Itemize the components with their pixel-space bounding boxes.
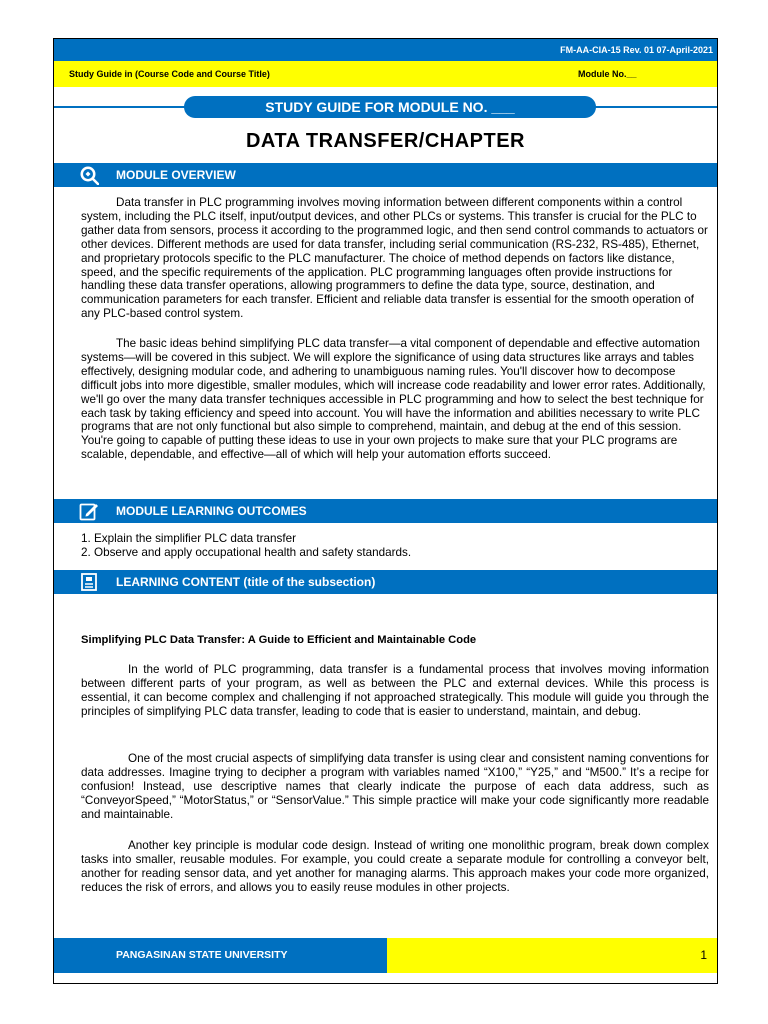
section-title-overview: MODULE OVERVIEW (116, 168, 236, 182)
overview-paragraph: Data transfer in PLC programming involves moving information between different components within a control system, including the PLC itself, input/output devices, and other PLCs or systems. This transfer is crucial for the PLC to gather data from sensors, process it according to the programmed logic, and then send control commands to actuators or other devices. Different methods are used for data transfer, including serial communication (RS-232, RS-485), Ethernet, and proprietary protocols specific to the PLC manufacturer. The choice of method depends on factors like distance, speed, and the specific requirements of the application. PLC programming languages often provide instructions for handling these data transfer operations, allowing programmers to define the data type, source, destination, and communication parameters for each transfer. Efficient and reliable data transfer is essential for the smooth operation of any PLC-based control system. (81, 196, 708, 321)
chapter-title: DATA TRANSFER/CHAPTER (245, 130, 525, 152)
page-number: 1 (700, 948, 707, 962)
section-bar-content (54, 570, 717, 594)
course-info-bar (54, 61, 717, 87)
module-number-label: Module No.__ (578, 69, 637, 79)
module-title-pill: STUDY GUIDE FOR MODULE NO. ___ (184, 96, 596, 118)
document-icon (79, 572, 99, 592)
content-paragraph: In the world of PLC programming, data transfer is a fundamental process that involves moving information between different parts of your program, as well as between the PLC and external devices. While this process is essential, it can become complex and challenging if not approached strategically. This module will guide you through the principles of simplifying PLC data transfer, leading to code that is easier to understand, maintain, and debug. (81, 663, 709, 718)
section-title-content: LEARNING CONTENT (title of the subsection) (116, 575, 376, 589)
overview-paragraph: The basic ideas behind simplifying PLC data transfer—a vital component of dependable and effective automation systems—will be covered in this subject. We will explore the significance of using data structures like arrays and tables effectively, designing modular code, and adhering to unambiguous naming rules. You'll discover how to decompose difficult jobs into more digestible, smaller modules, which will increase code readability and lower error rates. Additionally, we'll go over the many data transfer techniques accessible in PLC programming and how to select the best technique for each task by taking efficiency and speed into account. You will have the information and abilities necessary to write PLC programs that are not only functional but also simple to comprehend, maintain, and debug at the end of this session. You're going to capable of putting these ideas to use in your own projects to make sure that your PLC programs are scalable, dependable, and effective—all of which will help your automation efforts succeed. (81, 337, 706, 462)
form-code-bar (54, 39, 717, 61)
footer-page-bar (387, 938, 717, 973)
content-paragraph: Another key principle is modular code design. Instead of writing one monolithic program, break down complex tasks into smaller, reusable modules. For example, you could create a separate module for controlling a conveyor belt, another for reading sensor data, and yet another for managing alarms. This approach makes your code more organized, reduces the risk of errors, and allows you to easily reuse modules in other projects. (81, 839, 709, 894)
section-title-outcomes: MODULE LEARNING OUTCOMES (116, 504, 307, 518)
document-page (53, 38, 718, 984)
content-subtitle: Simplifying PLC Data Transfer: A Guide to Efficient and Maintainable Code (81, 634, 477, 646)
edit-icon (79, 501, 99, 521)
university-name: PANGASINAN STATE UNIVERSITY (116, 949, 288, 961)
content-paragraph: One of the most crucial aspects of simplifying data transfer is using clear and consistent naming conventions for data addresses. Imagine trying to decipher a program with variables named “X100,” “Y25,” and “M500.” It’s a recipe for confusion! Instead, use descriptive names that clearly indicate the purpose of each data address, such as “ConveyorSpeed,” “MotorStatus,” or “SensorValue.” This simple practice will make your code significantly more readable and maintainable. (81, 752, 709, 821)
study-guide-label: Study Guide in (Course Code and Course Title) (69, 69, 270, 79)
footer-university-bar (54, 938, 387, 973)
section-bar-outcomes (54, 499, 717, 523)
form-code: FM-AA-CIA-15 Rev. 01 07-April-2021 (560, 45, 713, 55)
outcome-item: 2. Observe and apply occupational health and safety standards. (81, 546, 412, 559)
section-bar-overview (54, 163, 717, 187)
outcome-item: 1. Explain the simplifier PLC data transfer (81, 532, 297, 545)
magnifier-icon (79, 165, 99, 185)
outcomes-list (81, 532, 411, 560)
